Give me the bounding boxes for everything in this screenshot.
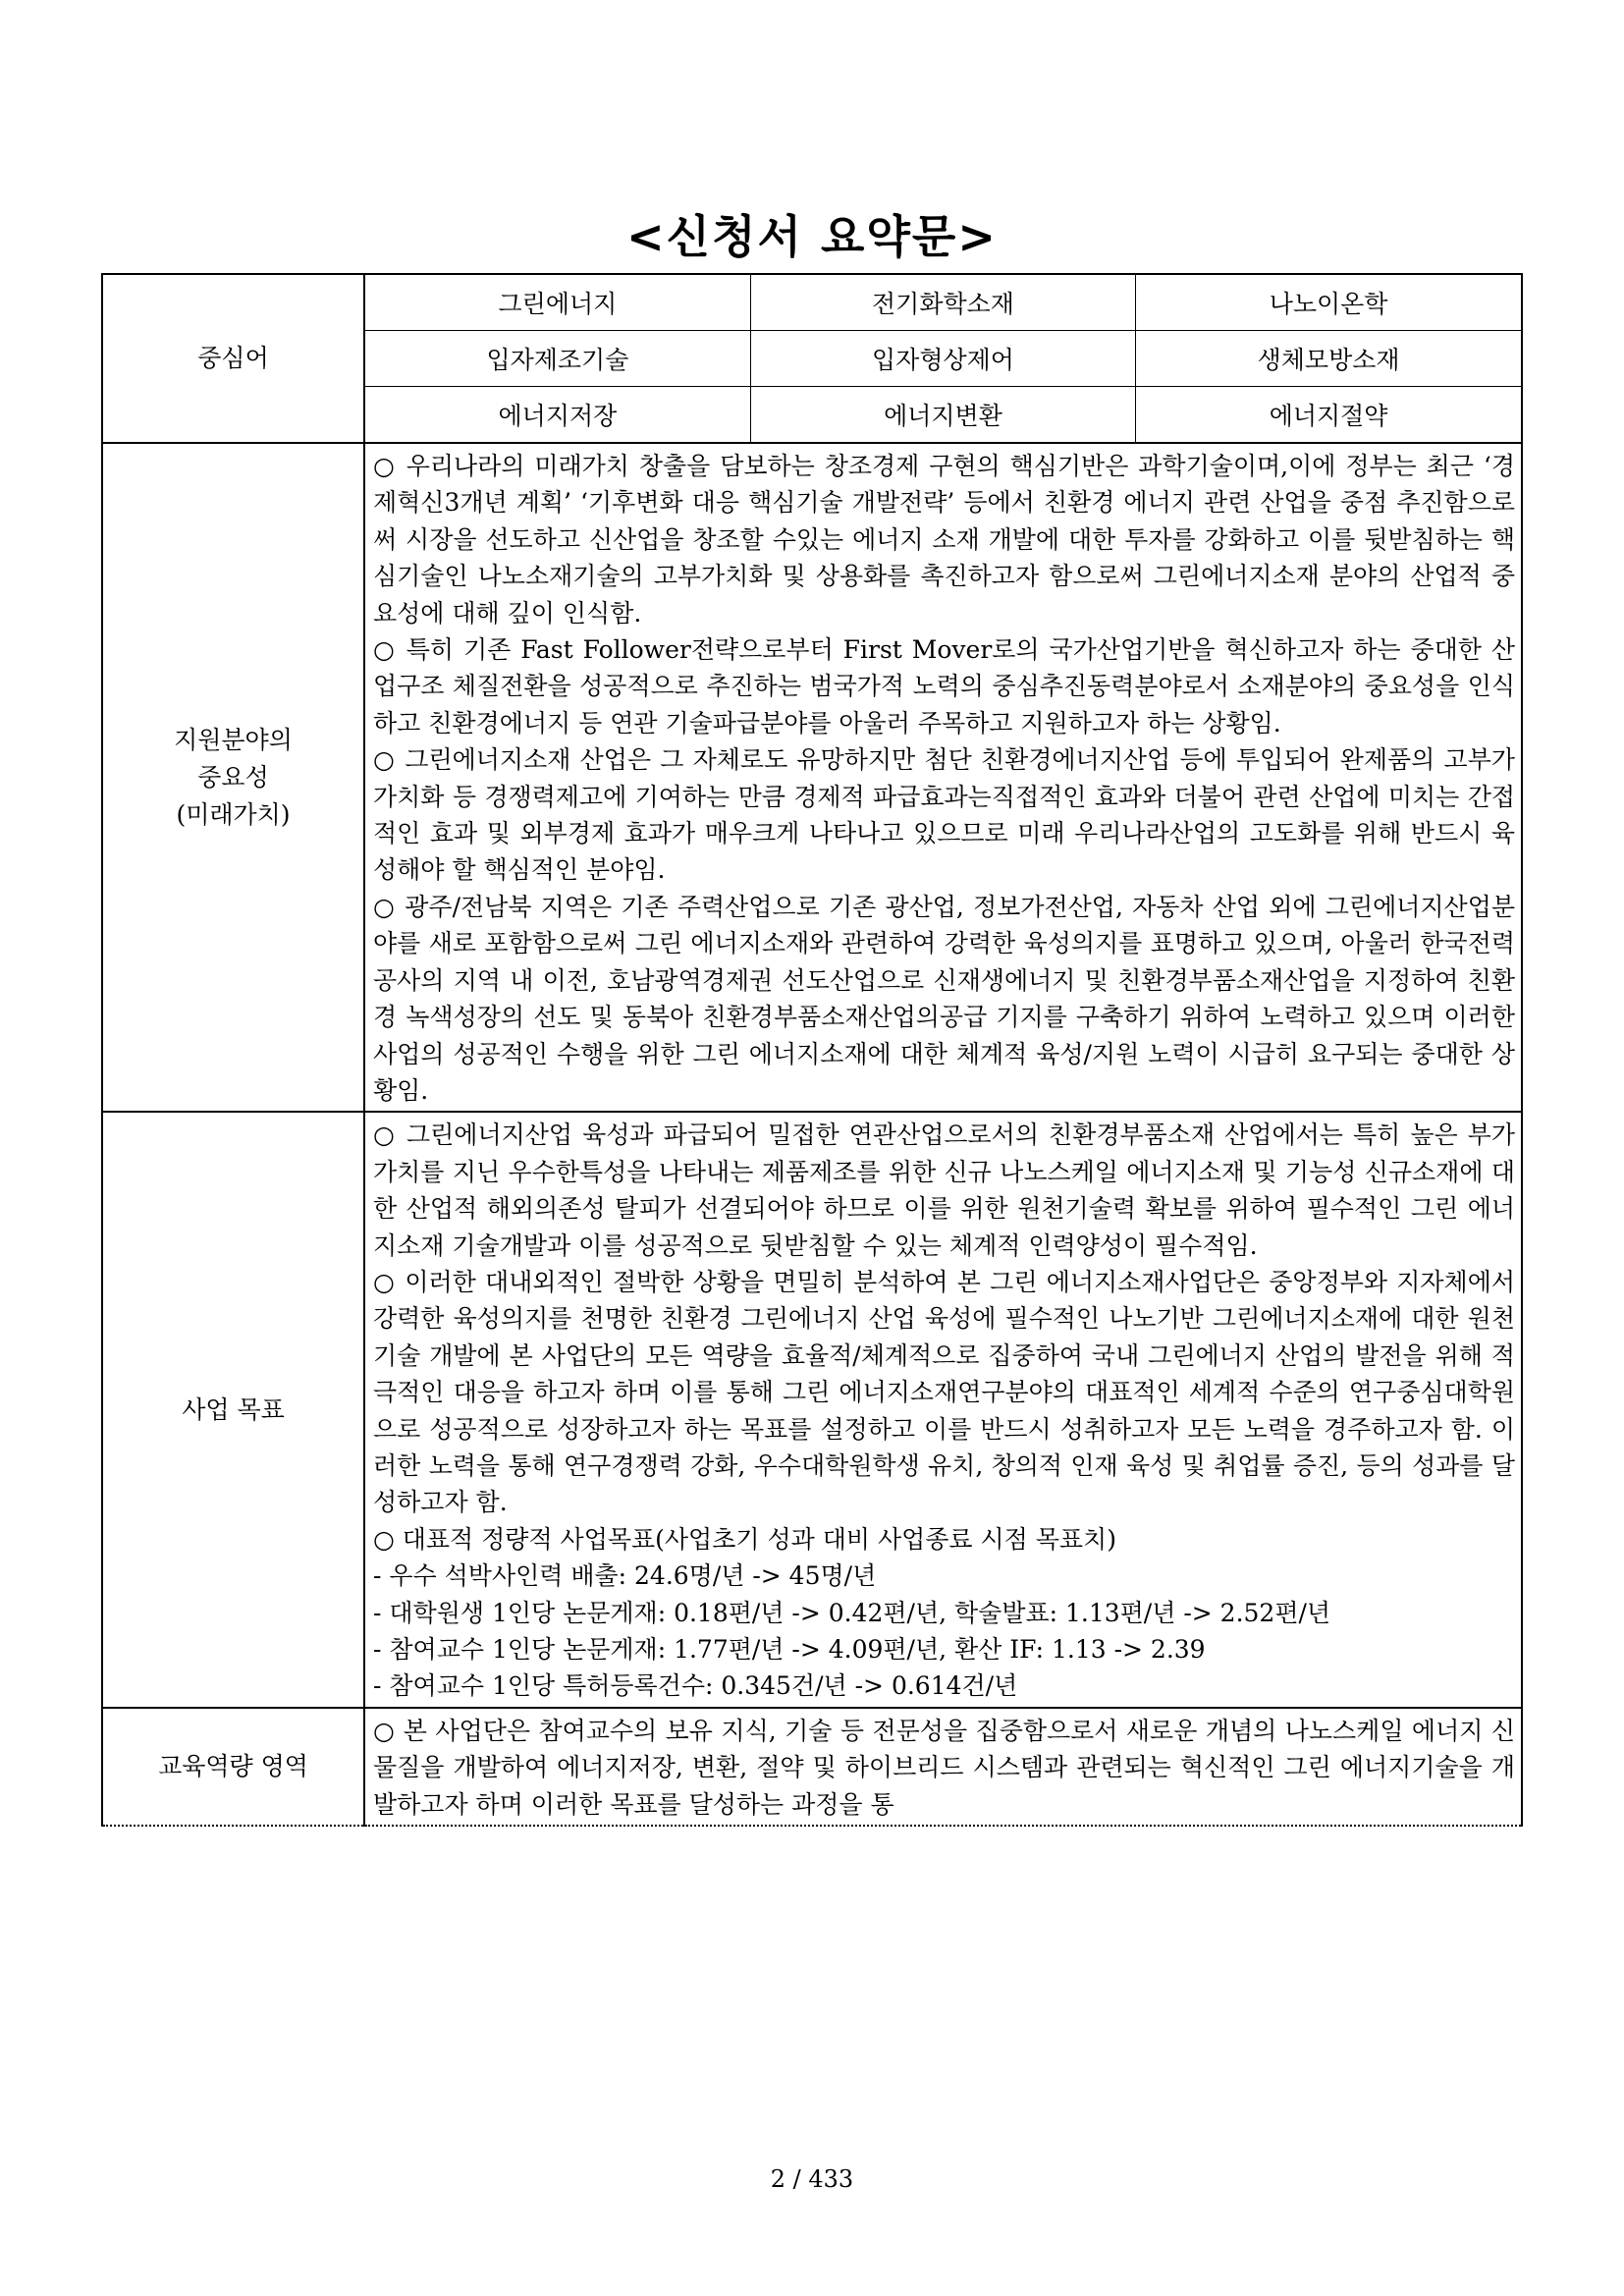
goals-metric: - 우수 석박사인력 배출: 24.6명/년 -> 45명/년 (373, 1561, 877, 1591)
keywords-row (102, 274, 1522, 443)
importance-paragraph: ○ 광주/전남북 지역은 기존 주력산업으로 기존 광산업, 정보가전산업, 자동차 산업 외에 그린에너지산업분야를 새로 포함함으로써 그린 에너지소재와 관련하여 강력한 육성의지를 표명하고 있으며, 아울러 한국전력공사의 지역 내 이전, 호남광역경제권 선도산업으로 신재생에너지 및 친환경부품소재산업을 지정하여 친환경 녹색성장의 선도 및 동북아 친환경부품소재산업의공급 기지를 구축하기 위하여 노력하고 있으며 이러한 사업의 성공적인 수행을 위한 그린 에너지소재에 대한 체계적 육성/지원 노력이 시급히 요구되는 중대한 상황임. (373, 892, 1515, 1105)
keyword-row (365, 387, 1521, 443)
keyword-cell: 생체모방소재 (1136, 331, 1521, 387)
keyword-cell: 나노이온학 (1136, 275, 1521, 331)
keyword-cell: 그린에너지 (365, 275, 750, 331)
importance-paragraph: ○ 우리나라의 미래가치 창출을 담보하는 창조경제 구현의 핵심기반은 과학기술이며,이에 정부는 최근 ‘경제혁신3개년 계획’ ‘기후변화 대응 핵심기술 개발전략’ 등에서 친환경 에너지 관련 산업을 중점 추진함으로써 시장을 선도하고 신산업을 창조할 수있는 에너지 소재 개발에 대한 투자를 강화하고 이를 뒷받침하는 핵심기술인 나노소재기술의 고부가치화 및 상용화를 촉진하고자 함으로써 그린에너지소재 분야의 산업적 중요성에 대해 깊이 인식함. (373, 452, 1515, 628)
education-label: 교육역량 영역 (102, 1708, 364, 1826)
importance-row (102, 443, 1522, 1112)
goals-metric: - 참여교수 1인당 특허등록건수: 0.345건/년 -> 0.614건/년 (373, 1671, 1018, 1701)
keyword-cell: 에너지절약 (1136, 387, 1521, 443)
importance-content (364, 443, 1522, 1112)
importance-paragraph: ○ 특히 기존 Fast Follower전략으로부터 First Mover로의 국가산업기반을 혁신하고자 하는 중대한 산업구조 체질전환을 성공적으로 추진하는 범국가적 노력의 중심추진동력분야로서 소재분야의 중요성을 인식하고 친환경에너지 등 연관 기술파급분야를 아울러 주목하고 지원하고자 하는 상황임. (373, 635, 1515, 738)
goals-metric: - 참여교수 1인당 논문게재: 1.77편/년 -> 4.09편/년, 환산 IF: 1.13 -> 2.39 (373, 1635, 1206, 1664)
goals-paragraph: ○ 이러한 대내외적인 절박한 상황을 면밀히 분석하여 본 그린 에너지소재사업단은 중앙정부와 지자체에서 강력한 육성의지를 천명한 친환경 그린에너지 산업 육성에 필수적인 나노기반 그린에너지소재에 대한 원천기술 개발에 본 사업단의 모든 역량을 효율적/체계적으로 집중하여 국내 그린에너지 산업의 발전을 위해 적극적인 대응을 하고자 하며 이를 통해 그린 에너지소재연구분야의 대표적인 세계적 수준의 연구중심대학원으로 성공적으로 성장하고자 하는 목표를 설정하고 이를 반드시 성취하고자 모든 노력을 경주하고자 함. 이러한 노력을 통해 연구경쟁력 강화, 우수대학원학생 유치, 창의적 인재 육성 및 취업률 증진, 등의 성과를 달성하고자 함. (373, 1267, 1515, 1517)
keyword-cell: 입자제조기술 (365, 331, 750, 387)
goals-paragraph: ○ 대표적 정량적 사업목표(사업초기 성과 대비 사업종료 시점 목표치) (373, 1524, 1116, 1554)
keyword-cell: 에너지변환 (750, 387, 1135, 443)
education-content (364, 1708, 1522, 1826)
keywords-label: 중심어 (102, 274, 364, 443)
page-title: <신청서 요약문> (626, 210, 998, 263)
goals-metric: - 대학원생 1인당 논문게재: 0.18편/년 -> 0.42편/년, 학술발표: 1.13편/년 -> 2.52편/년 (373, 1598, 1331, 1627)
goals-label: 사업 목표 (102, 1112, 364, 1708)
keywords-grid (365, 275, 1521, 442)
goals-paragraph: ○ 그린에너지산업 육성과 파급되어 밀접한 연관산업으로서의 친환경부품소재 산업에서는 특히 높은 부가가치를 지닌 우수한특성을 나타내는 제품제조를 위한 신규 나노스케일 에너지소재 및 기능성 신규소재에 대한 산업적 해외의존성 탈피가 선결되어야 하므로 이를 위한 원천기술력 확보를 위하여 필수적인 그린 에너지소재 기술개발과 이를 성공적으로 뒷받침할 수 있는 체계적 인력양성이 필수적임. (373, 1121, 1515, 1260)
importance-label-line: 중요성 (197, 762, 269, 792)
goals-content (364, 1112, 1522, 1708)
keyword-cell: 전기화학소재 (750, 275, 1135, 331)
keyword-row (365, 331, 1521, 387)
importance-label-line: 지원분야의 (174, 725, 293, 754)
importance-label-line: (미래가치) (176, 799, 291, 829)
keyword-row (365, 275, 1521, 331)
importance-paragraph: ○ 그린에너지소재 산업은 그 자체로도 유망하지만 첨단 친환경에너지산업 등에 투입되어 완제품의 고부가가치화 등 경쟁력제고에 기여하는 만큼 경제적 파급효과는직접적인 효과와 더불어 관련 산업에 미치는 간접적인 효과 및 외부경제 효과가 매우크게 나타나고 있으므로 미래 우리나라산업의 고도화를 위해 반드시 육성해야 할 핵심적인 분야임. (373, 745, 1515, 885)
keywords-cell (364, 274, 1522, 443)
page-number: 2 / 433 (770, 2165, 854, 2193)
summary-table (101, 273, 1523, 1827)
education-row (102, 1708, 1522, 1826)
importance-label (102, 443, 364, 1112)
keyword-cell: 에너지저장 (498, 402, 618, 430)
goals-row (102, 1112, 1522, 1708)
education-paragraph: ○ 본 사업단은 참여교수의 보유 지식, 기술 등 전문성을 집중함으로서 새로운 개념의 나노스케일 에너지 신물질을 개발하여 에너지저장, 변환, 절약 및 하이브리드 시스템과 관련되는 혁신적인 그린 에너지기술을 개발하고자 하며 이러한 목표를 달성하는 과정을 통 (373, 1716, 1515, 1819)
keyword-cell: 입자형상제어 (750, 331, 1135, 387)
